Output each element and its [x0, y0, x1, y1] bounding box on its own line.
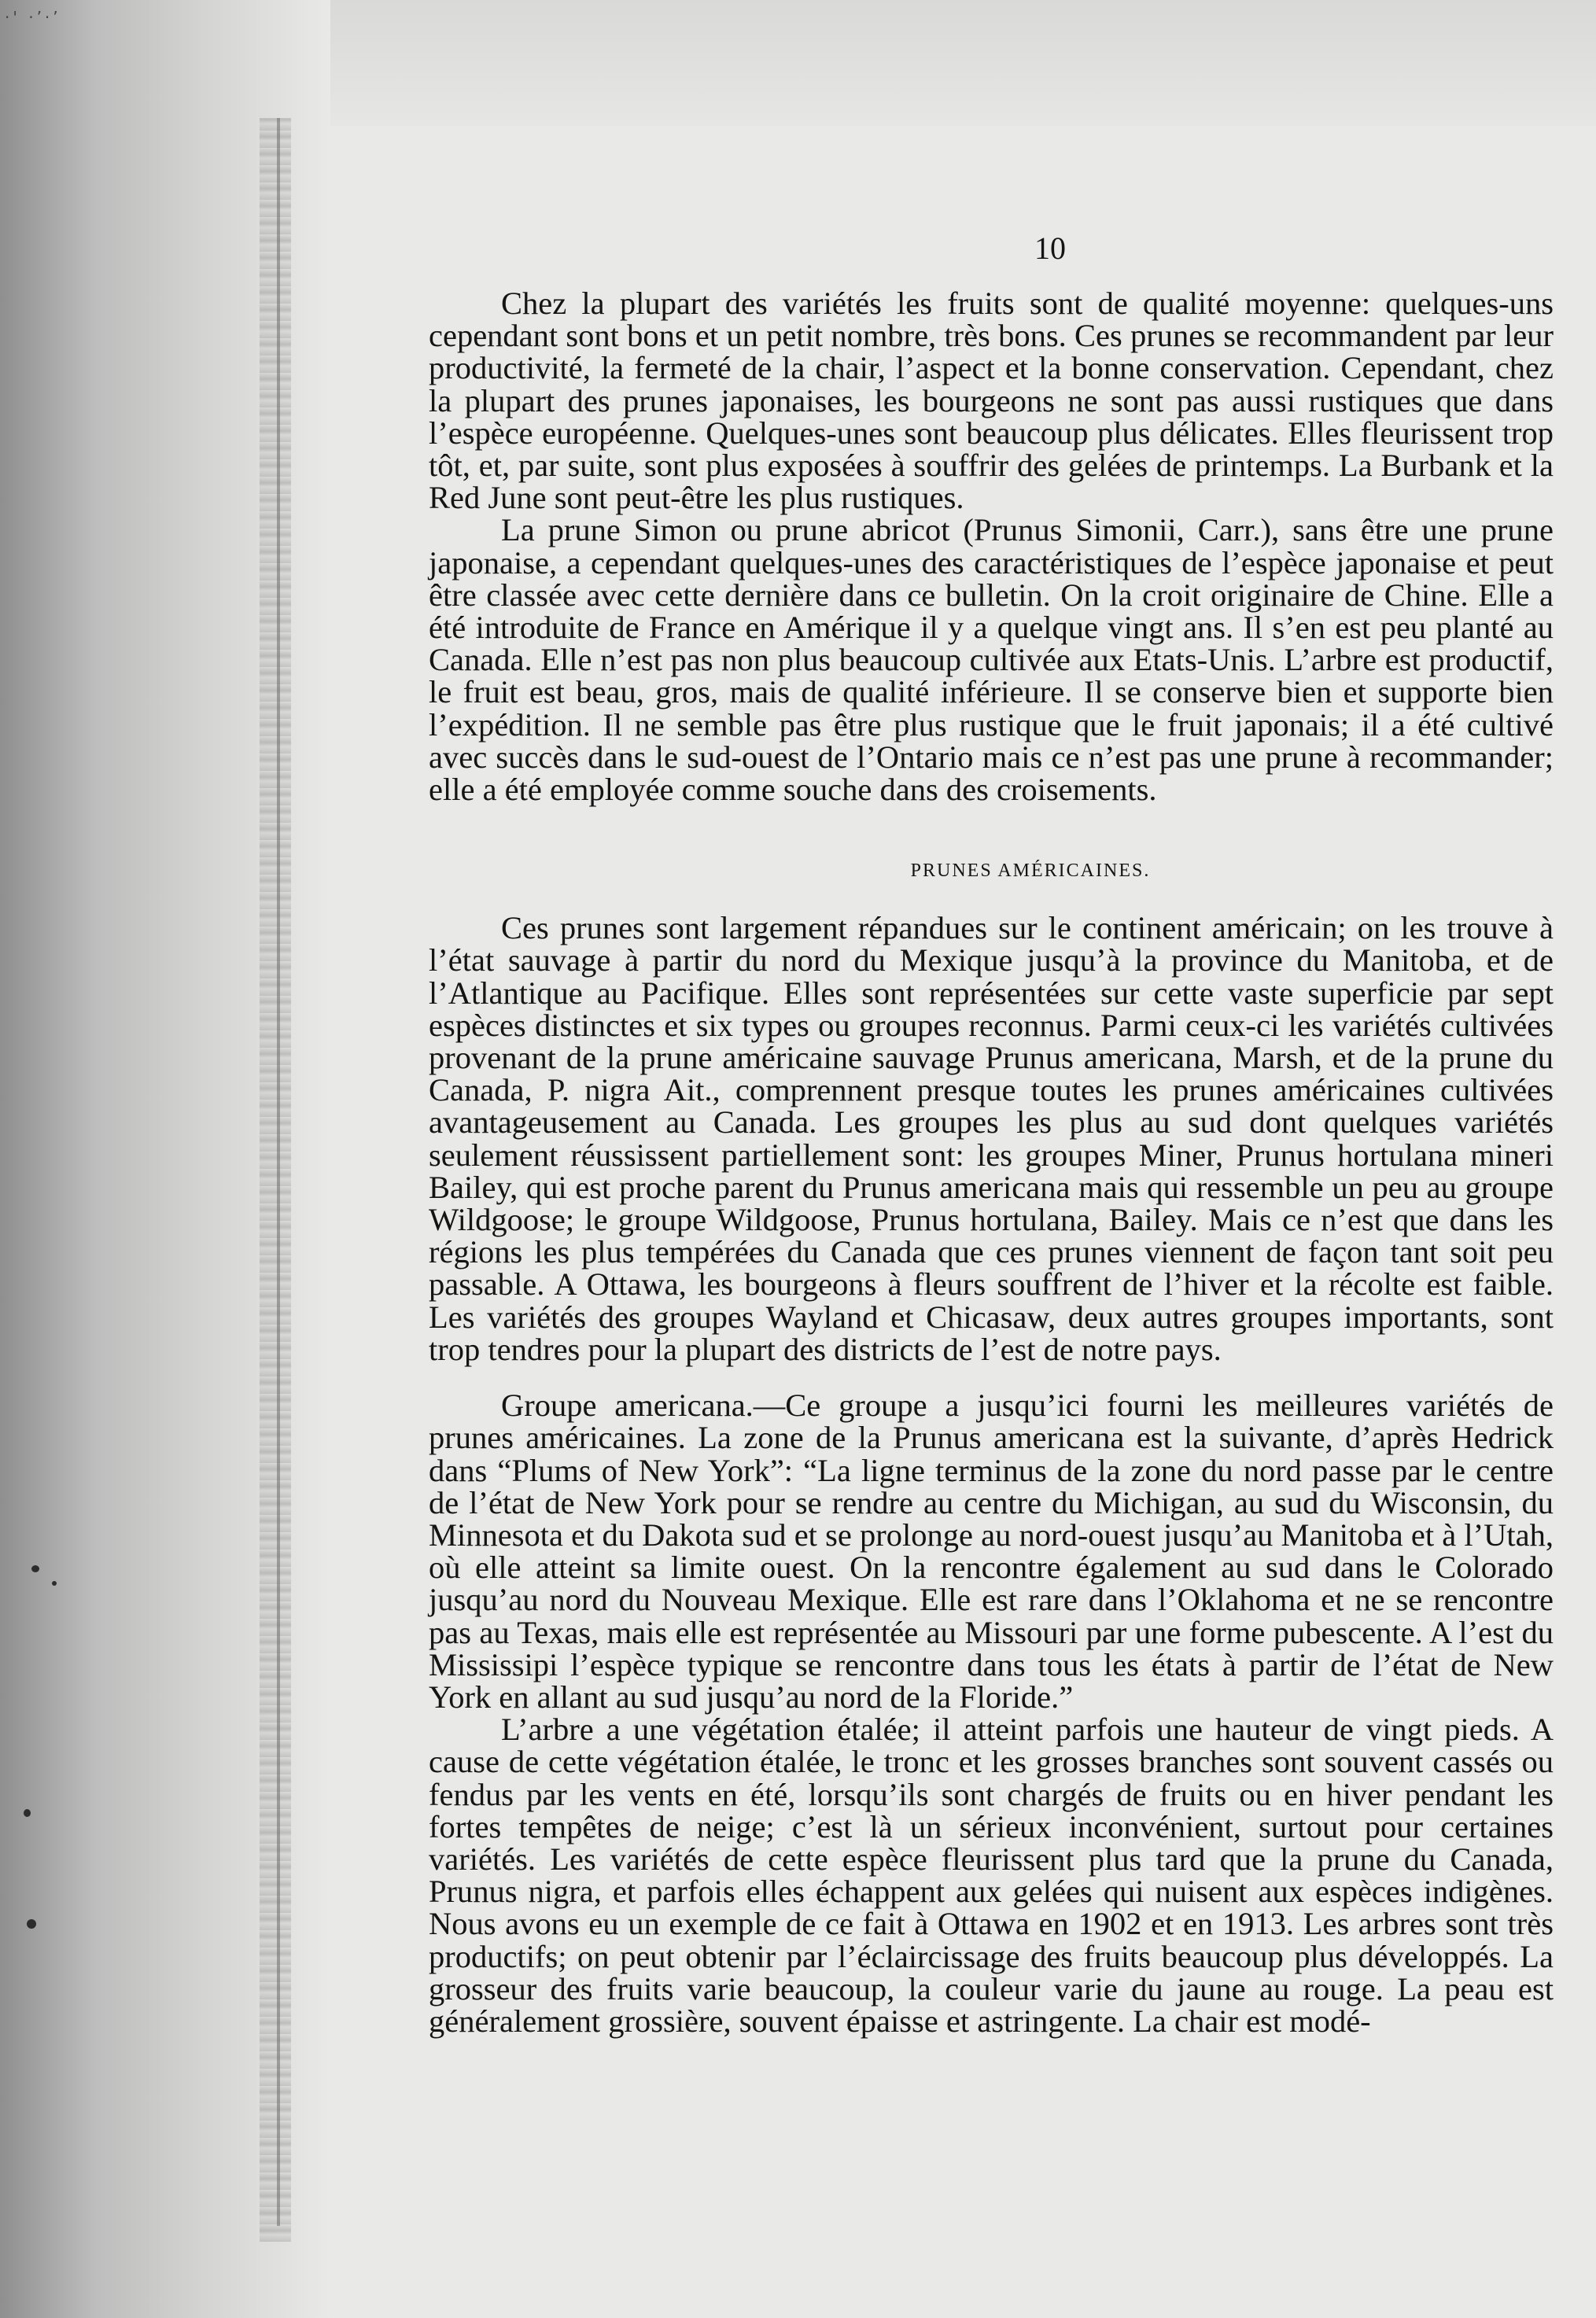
paragraph-tree-description: L’arbre a une végétation étalée; il atteint parfois une hauteur de vingt pieds. A cause de cette végétation étalée, le tronc et les grosses branches sont souvent cassés ou fendus par les vents en été, lorsqu’ils sont chargés de fruits ou en hiver pendant les fortes tempêtes de neige; c’est là un sérieux inconvénient, surtout pour certaines variétés. Les variétés de cette espèce fleurissent plus tard que la prune du Canada, Prunus nigra, et parfois elles échappent aux gelées qui nuisent aux espèces indigènes. Nous avons eu un exemple de ce fait à Ottawa en 1902 et en 1913. Les arbres sont très productifs; on peut obtenir par l’éclaircissage des fruits beaucoup plus développés. La grosseur des fruits varie beaucoup, la couleur varie du jaune au rouge. La peau est généralement grossière, souvent épaisse et astringente. La chair est modé- — [429, 1712, 1554, 2039]
paragraph-gap — [429, 1365, 1554, 1389]
section-heading: PRUNES AMÉRICAINES. — [910, 860, 1151, 882]
page-number: 10 — [1034, 230, 1066, 266]
page-edge — [277, 118, 280, 2226]
paragraph-americana-group: Groupe americana.—Ce groupe a jusqu’ici fourni les meilleures variétés de prunes américaines. La zone de la Prunus americana est la suivante, d’après Hedrick dans “Plums of New York”: “La ligne terminus de la zone du nord passe par le centre de l’état de New York pour se rendre au centre du Michigan, au sud du Wisconsin, du Minnesota et du Dakota sud et se prolonge au nord-ouest jusqu’au Manitoba et à l’Utah, où elle atteint sa limite ouest. On la rencontre également au sud dans le Colorado jusqu’au nord du Nouveau Mexique. Elle est rare dans l’Oklahoma et ne se rencontre pas au Texas, mais elle est représentée au Missouri par une forme pubescente. A l’est du Mississipi l’espèce typique se rencontre dans tous les états à partir de l’état de New York en allant au sud jusqu’au nord de la Floride.” — [429, 1387, 1554, 1715]
ink-speck — [31, 1565, 39, 1572]
corner-scan-mark: ·' ·’·’ — [5, 8, 61, 27]
ink-speck — [52, 1581, 57, 1586]
ink-speck — [24, 1809, 31, 1817]
binding-streaks — [260, 118, 291, 2242]
ink-speck — [27, 1919, 36, 1929]
paragraph-american-plums: Ces prunes sont largement répandues sur le continent américain; on les trouve à l’état sauvage à partir du nord du Mexique jusqu’à la province du Manitoba, et de l’Atlantique au Pacifique. Elles sont représentées sur cette vaste superficie par sept espèces distinctes et six types ou groupes reconnus. Parmi ceux-ci les variétés cultivées provenant de la prune américaine sauvage Prunus americana, Marsh, et de la prune du Canada, P. nigra Ait., comprennent presque toutes les prunes américaines cultivées avantageusement au Canada. Les groupes les plus au sud dont quelques variétés seulement réussissent partiellement sont: les groupes Miner, Prunus hortulana mineri Bailey, qui est proche parent du Prunus americana mais qui ressemble un peu au groupe Wildgoose; le groupe Wildgoose, Prunus hortulana, Bailey. Mais ce n’est que dans les régions les plus tempérées du Canada que ces prunes viennent de façon tant soit peu passable. A Ottawa, les bourgeons à fleurs souffrent de l’hiver et la récolte est faible. Les variétés des groupes Wayland et Chicasaw, deux autres groupes importants, sont trop tendres pour la plupart des districts de l’est de notre pays. — [429, 910, 1554, 1367]
paragraph-simon-plum: La prune Simon ou prune abricot (Prunus Simonii, Carr.), sans être une prune japonaise, a cependant quelques-unes des caractéristiques de l’espèce japonaise et peut être classée avec cette dernière dans ce bulletin. On la croit originaire de Chine. Elle a été introduite de France en Amérique il y a quelque vingt ans. Il s’en est peu planté au Canada. Elle n’est pas non plus beaucoup cultivée aux Etats-Unis. L’arbre est productif, le fruit est beau, gros, mais de qualité inférieure. Il se conserve bien et supporte bien l’expédition. Il ne semble pas être plus rustique que le fruit japonais; il a été cultivé avec succès dans le sud-ouest de l’Ontario mais ce n’est pas une prune à recommander; elle a été employée comme souche dans des croisements. — [429, 512, 1554, 808]
page-content — [429, 230, 1554, 2037]
paragraph-japanese-plums: Chez la plupart des variétés les fruits sont de qualité moyenne: quelques-uns cependant sont bons et un petit nombre, très bons. Ces prunes se recommandent par leur productivité, la fermeté de la chair, l’aspect et la bonne conservation. Cependant, chez la plupart des prunes japonaises, les bourgeons ne sont pas aussi rustiques que dans l’espèce européenne. Quelques-unes sont beaucoup plus délicates. Elles fleurissent trop tôt, et, par suite, sont plus exposées à souffrir des gelées de printemps. La Burbank et la Red June sont peut-être les plus rustiques. — [429, 286, 1554, 516]
